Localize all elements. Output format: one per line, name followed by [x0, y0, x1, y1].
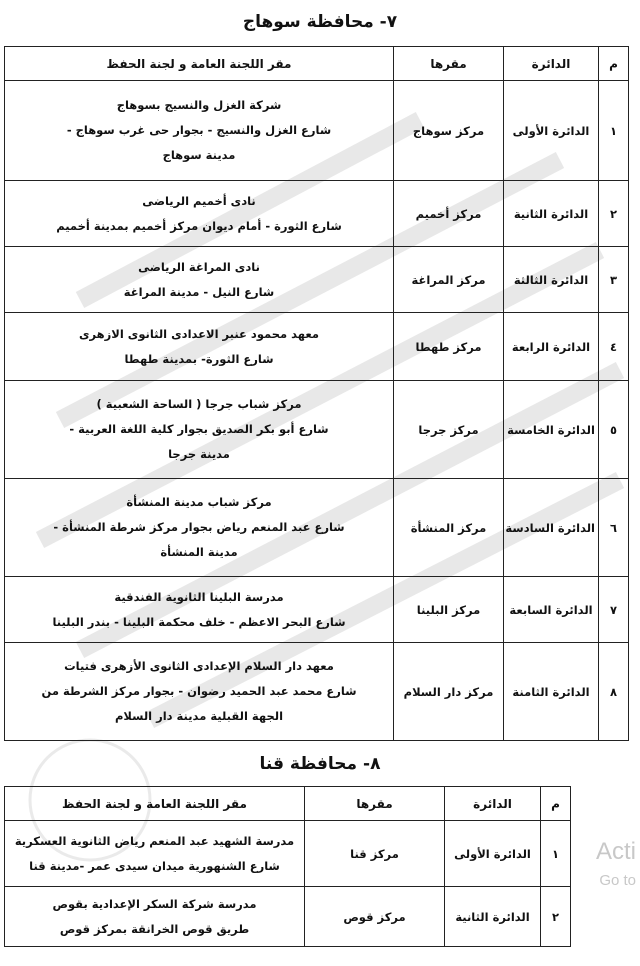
row-number: ٧ [599, 577, 629, 643]
committee-line: شركة الغزل والنسيج بسوهاج [116, 98, 282, 112]
committee-line: مدرسة الشهيد عبد المنعم رياض الثانوية العسكرية [14, 833, 295, 848]
committee-line: شارع النيل - مدينة المراغة [123, 284, 275, 299]
table-row [5, 181, 629, 247]
header-committee: مقر اللجنة العامة و لجنة الحفظ [5, 47, 394, 81]
row-number: ٦ [599, 479, 629, 577]
committee-line: مركز شباب جرجا ( الساحة الشعبية ) [96, 397, 302, 411]
circle-hq: مركز دار السلام [394, 643, 504, 741]
header-circle: الدائرة [445, 787, 541, 821]
circle-name: الدائرة الثامنة [504, 643, 599, 741]
circle-hq: مركز جرجا [394, 381, 504, 479]
row-number: ٨ [599, 643, 629, 741]
circle-hq: مركز البلينا [394, 577, 504, 643]
committee-line: الجهة القبلية مدينة دار السلام [114, 709, 284, 723]
qena-table [4, 786, 571, 947]
table-header-row [5, 787, 571, 821]
committee-location [5, 181, 394, 247]
section-title-qena: ٨- محافظة قنا [259, 754, 381, 774]
committee-line: مدرسة شركة السكر الإعدادية بقوص [52, 896, 257, 911]
table-row [5, 887, 571, 947]
committee-line: طريق قوص الخرانقة بمركز قوص [59, 921, 250, 936]
committee-location [5, 577, 394, 643]
committee-line: نادى المراغة الرياضى [138, 259, 260, 274]
row-number: ١ [599, 81, 629, 181]
circle-hq: مركز سوهاج [394, 81, 504, 181]
activation-watermark-line1: Acti [595, 838, 636, 865]
circle-hq: مركز قنا [305, 821, 445, 887]
table-row [5, 313, 629, 381]
circle-hq: مركز طهطا [394, 313, 504, 381]
circle-name: الدائرة الأولى [504, 81, 599, 181]
committee-line: مدينة جرجا [168, 447, 230, 461]
circle-name: الدائرة الثانية [504, 181, 599, 247]
committee-line: شارع الشنهورية ميدان سيدى عمر -مدينة قنا [29, 858, 280, 873]
circle-hq: مركز أخميم [394, 181, 504, 247]
row-number: ١ [541, 821, 571, 887]
committee-line: شارع محمد عبد الحميد رضوان - بجوار مركز الشرطة من [41, 684, 357, 698]
table-header-row [5, 47, 629, 81]
header-hq: مقرها [394, 47, 504, 81]
committee-line: شارع البحر الاعظم - خلف محكمة البلينا - بندر البلينا [52, 614, 346, 629]
row-number: ٢ [599, 181, 629, 247]
circle-name: الدائرة الرابعة [504, 313, 599, 381]
committee-line: شارع الثورة- بمدينة طهطا [124, 351, 274, 366]
committee-location [5, 479, 394, 577]
committee-line: مدينة المنشأة [160, 545, 238, 559]
row-number: ٣ [599, 247, 629, 313]
committee-location [5, 247, 394, 313]
table-row [5, 821, 571, 887]
committee-location [5, 313, 394, 381]
committee-location [5, 821, 305, 887]
committee-line: شارع الغزل والنسيج - بجوار حى غرب سوهاج - [66, 123, 332, 137]
committee-line: معهد محمود عنبر الاعدادى الثانوى الازهرى [78, 326, 319, 341]
table-row [5, 247, 629, 313]
row-number: ٥ [599, 381, 629, 479]
circle-hq: مركز قوص [305, 887, 445, 947]
sohag-table [4, 46, 629, 741]
committee-line: نادى أخميم الرياضى [142, 193, 256, 208]
committee-line: مدينة سوهاج [162, 148, 236, 162]
committee-line: معهد دار السلام الإعدادى الثانوى الأزهرى فتيات [64, 659, 334, 673]
committee-line: شارع أبو بكر الصديق بجوار كلية اللغة العربية - [69, 422, 329, 436]
circle-hq: مركز المنشأة [394, 479, 504, 577]
table-row [5, 381, 629, 479]
committee-line: مركز شباب مدينة المنشأة [126, 495, 272, 509]
circle-name: الدائرة الخامسة [504, 381, 599, 479]
activation-watermark-line2: Go to [599, 872, 636, 889]
header-num: م [541, 787, 571, 821]
header-num: م [599, 47, 629, 81]
committee-line: شارع الثورة - أمام ديوان مركز أخميم بمدينة أخميم [56, 218, 342, 233]
circle-name: الدائرة الأولى [445, 821, 541, 887]
row-number: ٤ [599, 313, 629, 381]
row-number: ٢ [541, 887, 571, 947]
header-circle: الدائرة [504, 47, 599, 81]
committee-line: شارع عبد المنعم رياض بجوار مركز شرطة المنشأة - [53, 520, 345, 534]
table-row [5, 577, 629, 643]
table-row [5, 643, 629, 741]
committee-location [5, 81, 394, 181]
committee-location [5, 643, 394, 741]
circle-hq: مركز المراغة [394, 247, 504, 313]
header-hq: مقرها [305, 787, 445, 821]
table-row [5, 81, 629, 181]
committee-line: مدرسة البلينا الثانوية الفندقية [114, 589, 284, 604]
circle-name: الدائرة السادسة [504, 479, 599, 577]
circle-name: الدائرة السابعة [504, 577, 599, 643]
header-committee: مقر اللجنة العامة و لجنة الحفظ [5, 787, 305, 821]
section-title-sohag: ٧- محافظة سوهاج [242, 12, 398, 32]
committee-location [5, 381, 394, 479]
circle-name: الدائرة الثالثة [504, 247, 599, 313]
committee-location [5, 887, 305, 947]
table-row [5, 479, 629, 577]
circle-name: الدائرة الثانية [445, 887, 541, 947]
